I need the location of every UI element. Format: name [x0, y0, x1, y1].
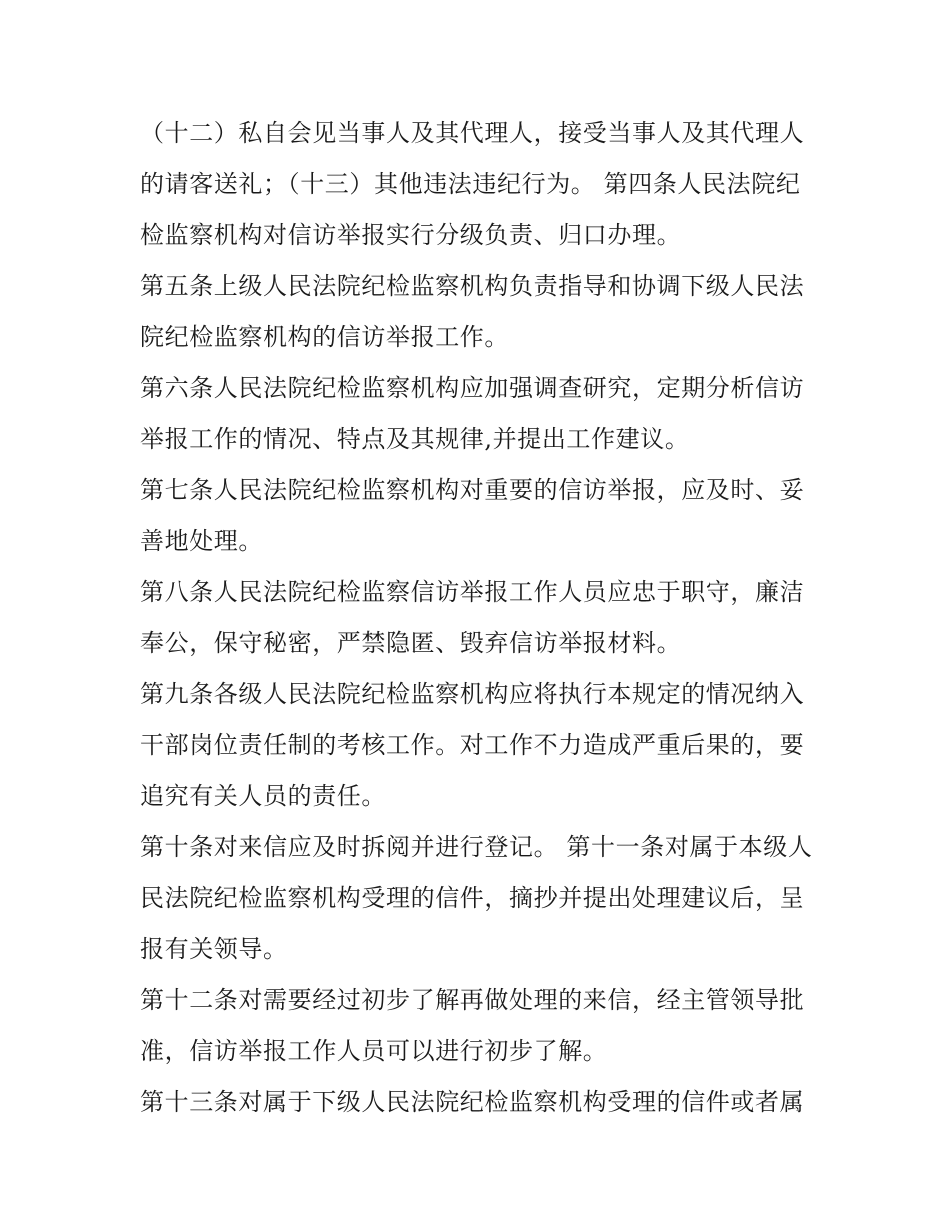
paragraph-3: 第六条人民法院纪检监察机构应加强调查研究，定期分析信访举报工作的情况、特点及其规律,并提出工作建议。 — [140, 374, 805, 453]
paragraph-2: 第五条上级人民法院纪检监察机构负责指导和协调下级人民法院纪检监察机构的信访举报工作。 — [140, 272, 805, 351]
paragraph-1: （十二）私自会见当事人及其代理人，接受当事人及其代理人的请客送礼；（十三）其他违法违纪行为。 第四条人民法院纪检监察机构对信访举报实行分级负责、归口办理。 — [140, 119, 805, 249]
paragraph-5: 第八条人民法院纪检监察信访举报工作人员应忠于职守，廉洁奉公，保守秘密，严禁隐匿、毁弃信访举报材料。 — [140, 578, 805, 657]
paragraph-4: 第七条人民法院纪检监察机构对重要的信访举报，应及时、妥善地处理。 — [140, 476, 805, 555]
paragraph-8: 第十二条对需要经过初步了解再做处理的来信，经主管领导批准，信访举报工作人员可以进行初步了解。 — [140, 986, 805, 1065]
document-body — [140, 108, 820, 1128]
paragraph-7: 第十条对来信应及时拆阅并进行登记。 第十一条对属于本级人民法院纪检监察机构受理的信件，摘抄并提出处理建议后，呈报有关领导。 — [140, 833, 813, 963]
paragraph-6: 第九条各级人民法院纪检监察机构应将执行本规定的情况纳入干部岗位责任制的考核工作。对工作不力造成严重后果的，要追究有关人员的责任。 — [140, 680, 805, 810]
paragraph-9: 第十三条对属于下级人民法院纪检监察机构受理的信件或者属 — [140, 1088, 805, 1116]
